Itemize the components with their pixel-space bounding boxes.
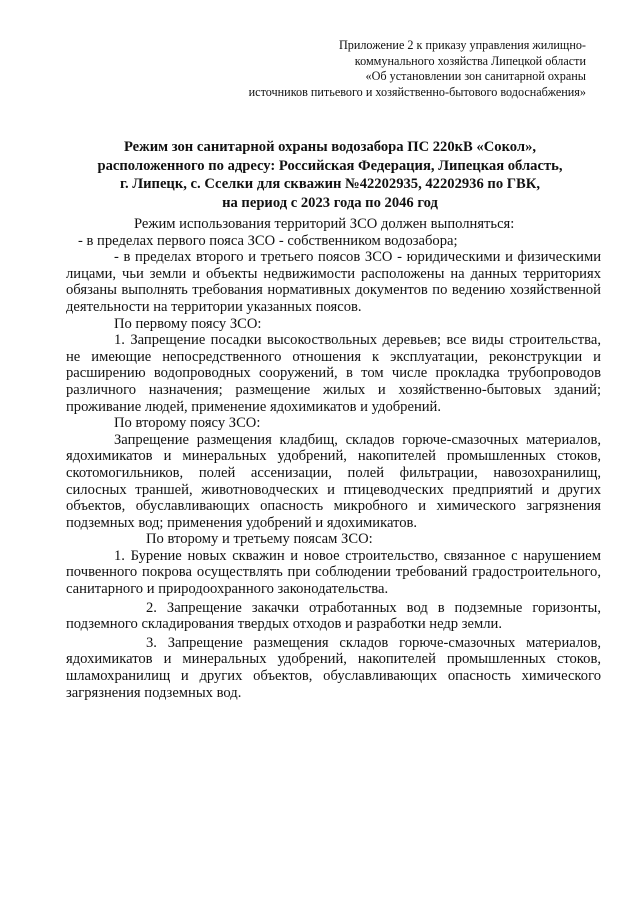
dash-item-first-belt: - в пределах первого пояса ЗСО - собственником водозабора; (78, 232, 458, 249)
document-body (66, 216, 601, 701)
first-belt-item-1: 1. Запрещение посадки высокоствольных деревьев; все виды строительства, не имеющие непосредственного отношения к эксплуатации, реконструкции и расширению водопроводных сооружений, в том числе прокладка трубопроводов различного назначения; размещение жилых и хозяйственно-бытовых зданий; проживание людей, применение ядохимикатов и удобрений. (66, 332, 601, 415)
first-belt-heading: По первому поясу ЗСО: (114, 315, 262, 332)
second-third-belt-item-2: 2. Запрещение закачки отработанных вод в подземные горизонты, подземного складирования твердых отходов и разработки недр земли. (66, 599, 601, 633)
second-third-belt-item-1: 1. Бурение новых скважин и новое строительство, связанное с нарушением почвенного покрова осуществлять при соблюдении требований градостроительного, санитарного и природоохранного законодательства. (66, 547, 601, 598)
title-line: расположенного по адресу: Российская Федерация, Липецкая область, (97, 157, 563, 174)
second-belt-text: Запрещение размещения кладбищ, складов горюче-смазочных материалов, ядохимикатов и минеральных удобрений, накопителей промышленных стоков, скотомогильников, полей ассенизации, полей фильтрации, навозохранилищ, силосных траншей, животноводческих и птицеводческих предприятий и других объектов, обуславливающих опасность микробного и химического загрязнения подземных вод; применения удобрений и ядохимикатов. (66, 431, 601, 531)
appendix-note-line: источников питьевого и хозяйственно-бытового водоснабжения» (248, 84, 586, 99)
dash-item-second-third-belt: - в пределах второго и третьего поясов ЗСО - юридическими и физическими лицами, чьи земли и объекты недвижимости расположены на данных территориях обязаны выполнять требования нормативных документов по ведению хозяйственной деятельности на территории указанных поясов. (66, 249, 601, 315)
title-line: Режим зон санитарной охраны водозабора ПС 220кВ «Сокол», (123, 139, 537, 155)
appendix-note-line: «Об установлении зон санитарной охраны (365, 69, 586, 83)
appendix-note (206, 38, 586, 100)
document-title (60, 138, 600, 212)
appendix-note-line: Приложение 2 к приказу управления жилищно- (338, 38, 586, 52)
second-third-belt-item-3: 3. Запрещение размещения складов горюче-смазочных материалов, ядохимикатов и минеральных удобрений, накопителей промышленных стоков, шламохранилищ и других объектов, обуславливающих опасность химического загрязнения подземных вод. (66, 634, 601, 701)
appendix-note-line: коммунального хозяйства Липецкой области (354, 53, 586, 68)
intro-paragraph: Режим использования территорий ЗСО должен выполняться: (134, 216, 515, 232)
title-line: г. Липецк, с. Сселки для скважин №42202935, 42202936 по ГВК, (119, 176, 541, 192)
title-line: на период с 2023 года по 2046 год (222, 194, 438, 211)
second-belt-heading: По второму поясу ЗСО: (114, 415, 261, 432)
second-third-belt-heading: По второму и третьему поясам ЗСО: (146, 531, 373, 548)
